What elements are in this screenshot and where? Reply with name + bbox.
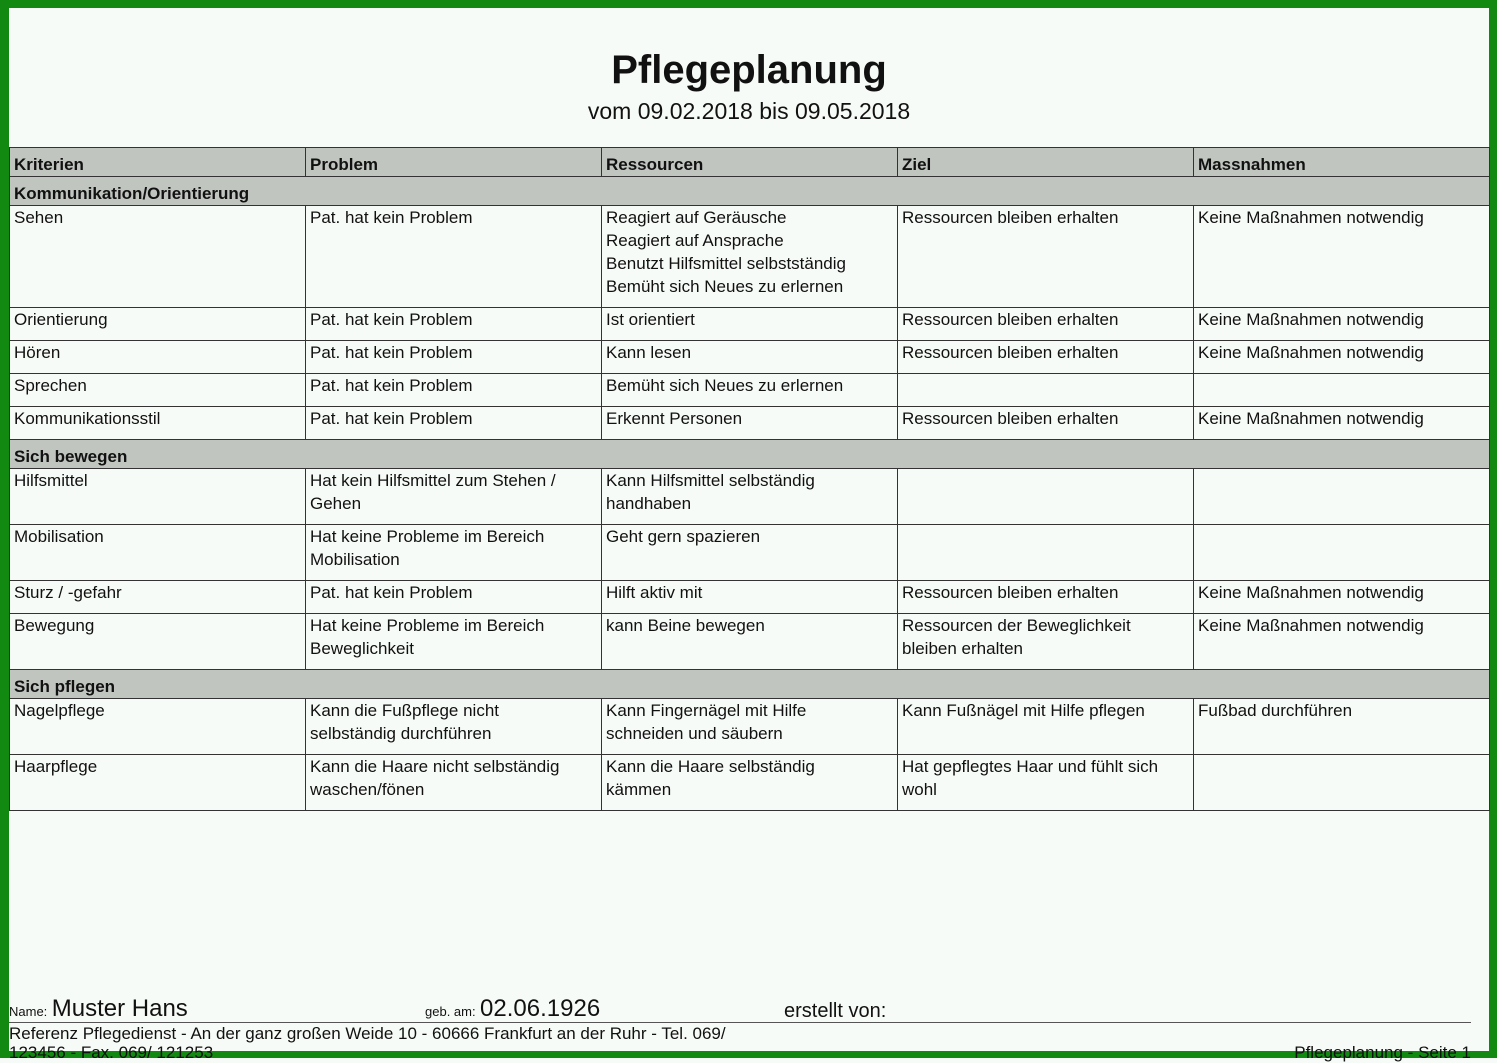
cell-problem	[306, 341, 602, 374]
cell-text: Ressourcen bleiben erhalten	[902, 343, 1119, 362]
cell-line: kämmen	[606, 780, 672, 799]
cell-kriterien	[10, 341, 306, 374]
cell-ziel	[898, 755, 1194, 811]
section-title: Kommunikation/Orientierung	[10, 177, 1490, 206]
cell-text: Kommunikationsstil	[14, 409, 161, 428]
cell-kriterien	[10, 525, 306, 581]
table-row	[10, 614, 1490, 670]
cell-text: Ressourcen bleiben erhalten	[902, 208, 1119, 227]
cell-ressourcen	[602, 341, 898, 374]
address-line-2: 123456 - Fax. 069/ 121253	[9, 1043, 214, 1062]
cell-line: wohl	[902, 780, 937, 799]
cell-ressourcen	[602, 525, 898, 581]
page-title: Pflegeplanung	[611, 48, 887, 92]
birthdate-label: geb. am:	[425, 1004, 476, 1019]
cell-text: Hören	[14, 343, 61, 362]
cell-text: Ressourcen bleiben erhalten	[902, 583, 1119, 602]
section-row	[10, 177, 1490, 206]
cell-line: Kann die Haare selbständig	[606, 757, 815, 776]
cell-kriterien	[10, 308, 306, 341]
cell-line: Reagiert auf Ansprache	[606, 231, 784, 250]
cell-text: Keine Maßnahmen notwendig	[1198, 409, 1424, 428]
table-row	[10, 525, 1490, 581]
section-title: Sich bewegen	[10, 440, 1490, 469]
cell-line: Bemüht sich Neues zu erlernen	[606, 277, 844, 296]
cell-massnahmen	[1194, 614, 1490, 670]
cell-text: Pat. hat kein Problem	[310, 376, 473, 395]
cell-ressourcen	[602, 206, 898, 308]
cell-text: Keine Maßnahmen notwendig	[1198, 310, 1424, 329]
footer-divider	[9, 1022, 1471, 1023]
cell-problem	[306, 581, 602, 614]
address-block	[9, 1024, 789, 1062]
table-row	[10, 341, 1490, 374]
cell-massnahmen	[1194, 699, 1490, 755]
cell-problem	[306, 374, 602, 407]
birthdate-value: 02.06.1926	[480, 995, 601, 1022]
cell-line: Hat keine Probleme im Bereich	[310, 527, 545, 546]
cell-ziel	[898, 469, 1194, 525]
cell-massnahmen	[1194, 525, 1490, 581]
cell-line: Hat keine Probleme im Bereich	[310, 616, 545, 635]
table-row	[10, 755, 1490, 811]
cell-line: Reagiert auf Geräusche	[606, 208, 787, 227]
table-row	[10, 469, 1490, 525]
cell-line: kann Beine bewegen	[606, 616, 765, 635]
cell-line: selbständig durchführen	[310, 724, 492, 743]
cell-massnahmen	[1194, 755, 1490, 811]
cell-text: Nagelpflege	[14, 701, 105, 720]
date-range: vom 09.02.2018 bis 09.05.2018	[587, 98, 911, 124]
section-title: Sich pflegen	[10, 670, 1490, 699]
cell-problem	[306, 525, 602, 581]
cell-line: Kann lesen	[606, 343, 692, 362]
cell-massnahmen	[1194, 581, 1490, 614]
header-problem: Problem	[306, 148, 602, 177]
page-footer	[9, 983, 1489, 1062]
cell-massnahmen	[1194, 341, 1490, 374]
cell-text: Haarpflege	[14, 757, 98, 776]
cell-text: Sprechen	[14, 376, 87, 395]
cell-kriterien	[10, 755, 306, 811]
cell-line: Hilft aktiv mit	[606, 583, 703, 602]
cell-text: Hilfsmittel	[14, 471, 88, 490]
section-row	[10, 440, 1490, 469]
cell-massnahmen	[1194, 407, 1490, 440]
cell-line: Erkennt Personen	[606, 409, 743, 428]
cell-line: Beweglichkeit	[310, 639, 414, 658]
cell-ziel	[898, 525, 1194, 581]
cell-problem	[306, 407, 602, 440]
cell-line: Kann die Fußpflege nicht	[310, 701, 500, 720]
header-kriterien: Kriterien	[10, 148, 306, 177]
cell-line: Benutzt Hilfsmittel selbstständig	[606, 254, 846, 273]
cell-text: Sturz / -gefahr	[14, 583, 122, 602]
cell-line: Kann die Haare nicht selbständig	[310, 757, 560, 776]
table-row	[10, 699, 1490, 755]
cell-ressourcen	[602, 407, 898, 440]
cell-text: Kann Fußnägel mit Hilfe pflegen	[902, 701, 1145, 720]
cell-text: Keine Maßnahmen notwendig	[1198, 208, 1424, 227]
cell-line: Bemüht sich Neues zu erlernen	[606, 376, 844, 395]
cell-ressourcen	[602, 699, 898, 755]
cell-problem	[306, 469, 602, 525]
cell-kriterien	[10, 699, 306, 755]
cell-problem	[306, 308, 602, 341]
name-label: Name:	[9, 1004, 48, 1019]
cell-massnahmen	[1194, 206, 1490, 308]
cell-line: Hat gepflegtes Haar und fühlt sich	[902, 757, 1159, 776]
cell-line: bleiben erhalten	[902, 639, 1023, 658]
header-ziel: Ziel	[898, 148, 1194, 177]
cell-problem	[306, 755, 602, 811]
cell-text: Sehen	[14, 208, 64, 227]
cell-text: Pat. hat kein Problem	[310, 310, 473, 329]
cell-ziel	[898, 699, 1194, 755]
cell-text: Keine Maßnahmen notwendig	[1198, 583, 1424, 602]
cell-kriterien	[10, 206, 306, 308]
table-row	[10, 407, 1490, 440]
cell-line: Hat kein Hilfsmittel zum Stehen /	[310, 471, 556, 490]
cell-text: Ressourcen bleiben erhalten	[902, 409, 1119, 428]
cell-text: Keine Maßnahmen notwendig	[1198, 343, 1424, 362]
cell-text: Pat. hat kein Problem	[310, 208, 473, 227]
table-row	[10, 374, 1490, 407]
cell-problem	[306, 206, 602, 308]
table-row	[10, 206, 1490, 308]
cell-line: Ressourcen der Beweglichkeit	[902, 616, 1131, 635]
cell-ziel	[898, 614, 1194, 670]
cell-line: Gehen	[310, 494, 362, 513]
cell-kriterien	[10, 614, 306, 670]
cell-ziel	[898, 581, 1194, 614]
cell-line: Kann Fingernägel mit Hilfe	[606, 701, 807, 720]
cell-text: Ressourcen bleiben erhalten	[902, 310, 1119, 329]
cell-line: schneiden und säubern	[606, 724, 783, 743]
cell-ziel	[898, 308, 1194, 341]
cell-text: Pat. hat kein Problem	[310, 409, 473, 428]
cell-ziel	[898, 374, 1194, 407]
cell-kriterien	[10, 581, 306, 614]
cell-line: Geht gern spazieren	[606, 527, 761, 546]
cell-ressourcen	[602, 374, 898, 407]
table-row	[10, 308, 1490, 341]
table-body	[10, 177, 1490, 811]
table-header-row	[10, 148, 1490, 177]
cell-line: Mobilisation	[310, 550, 400, 569]
cell-problem	[306, 614, 602, 670]
cell-text: Keine Maßnahmen notwendig	[1198, 616, 1424, 635]
cell-ziel	[898, 341, 1194, 374]
cell-ressourcen	[602, 469, 898, 525]
cell-line: Ist orientiert	[606, 310, 695, 329]
cell-kriterien	[10, 407, 306, 440]
header-massnahmen: Massnahmen	[1194, 148, 1490, 177]
cell-massnahmen	[1194, 469, 1490, 525]
header-ressourcen: Ressourcen	[602, 148, 898, 177]
cell-ressourcen	[602, 581, 898, 614]
section-row	[10, 670, 1490, 699]
cell-text: Fußbad durchführen	[1198, 701, 1353, 720]
created-by-label: erstellt von:	[784, 1000, 887, 1022]
cell-problem	[306, 699, 602, 755]
care-plan-table	[9, 147, 1490, 811]
cell-text: Bewegung	[14, 616, 95, 635]
cell-ziel	[898, 206, 1194, 308]
cell-line: waschen/fönen	[310, 780, 425, 799]
cell-kriterien	[10, 469, 306, 525]
cell-line: handhaben	[606, 494, 692, 513]
page-number: Pflegeplanung - Seite 1	[1294, 1043, 1471, 1062]
cell-text: Orientierung	[14, 310, 108, 329]
address-line-1: Referenz Pflegedienst - An der ganz großen Weide 10 - 60666 Frankfurt an der Ruhr - Tel. 069/	[9, 1024, 726, 1043]
cell-text: Mobilisation	[14, 527, 104, 546]
cell-text: Pat. hat kein Problem	[310, 583, 473, 602]
cell-ressourcen	[602, 308, 898, 341]
cell-text: Pat. hat kein Problem	[310, 343, 473, 362]
cell-ziel	[898, 407, 1194, 440]
cell-ressourcen	[602, 755, 898, 811]
cell-kriterien	[10, 374, 306, 407]
birthdate-field	[425, 995, 600, 1023]
cell-massnahmen	[1194, 308, 1490, 341]
cell-line: Kann Hilfsmittel selbständig	[606, 471, 815, 490]
table-row	[10, 581, 1490, 614]
name-value: Muster Hans	[51, 995, 188, 1022]
name-field	[9, 995, 188, 1023]
cell-ressourcen	[602, 614, 898, 670]
cell-massnahmen	[1194, 374, 1490, 407]
